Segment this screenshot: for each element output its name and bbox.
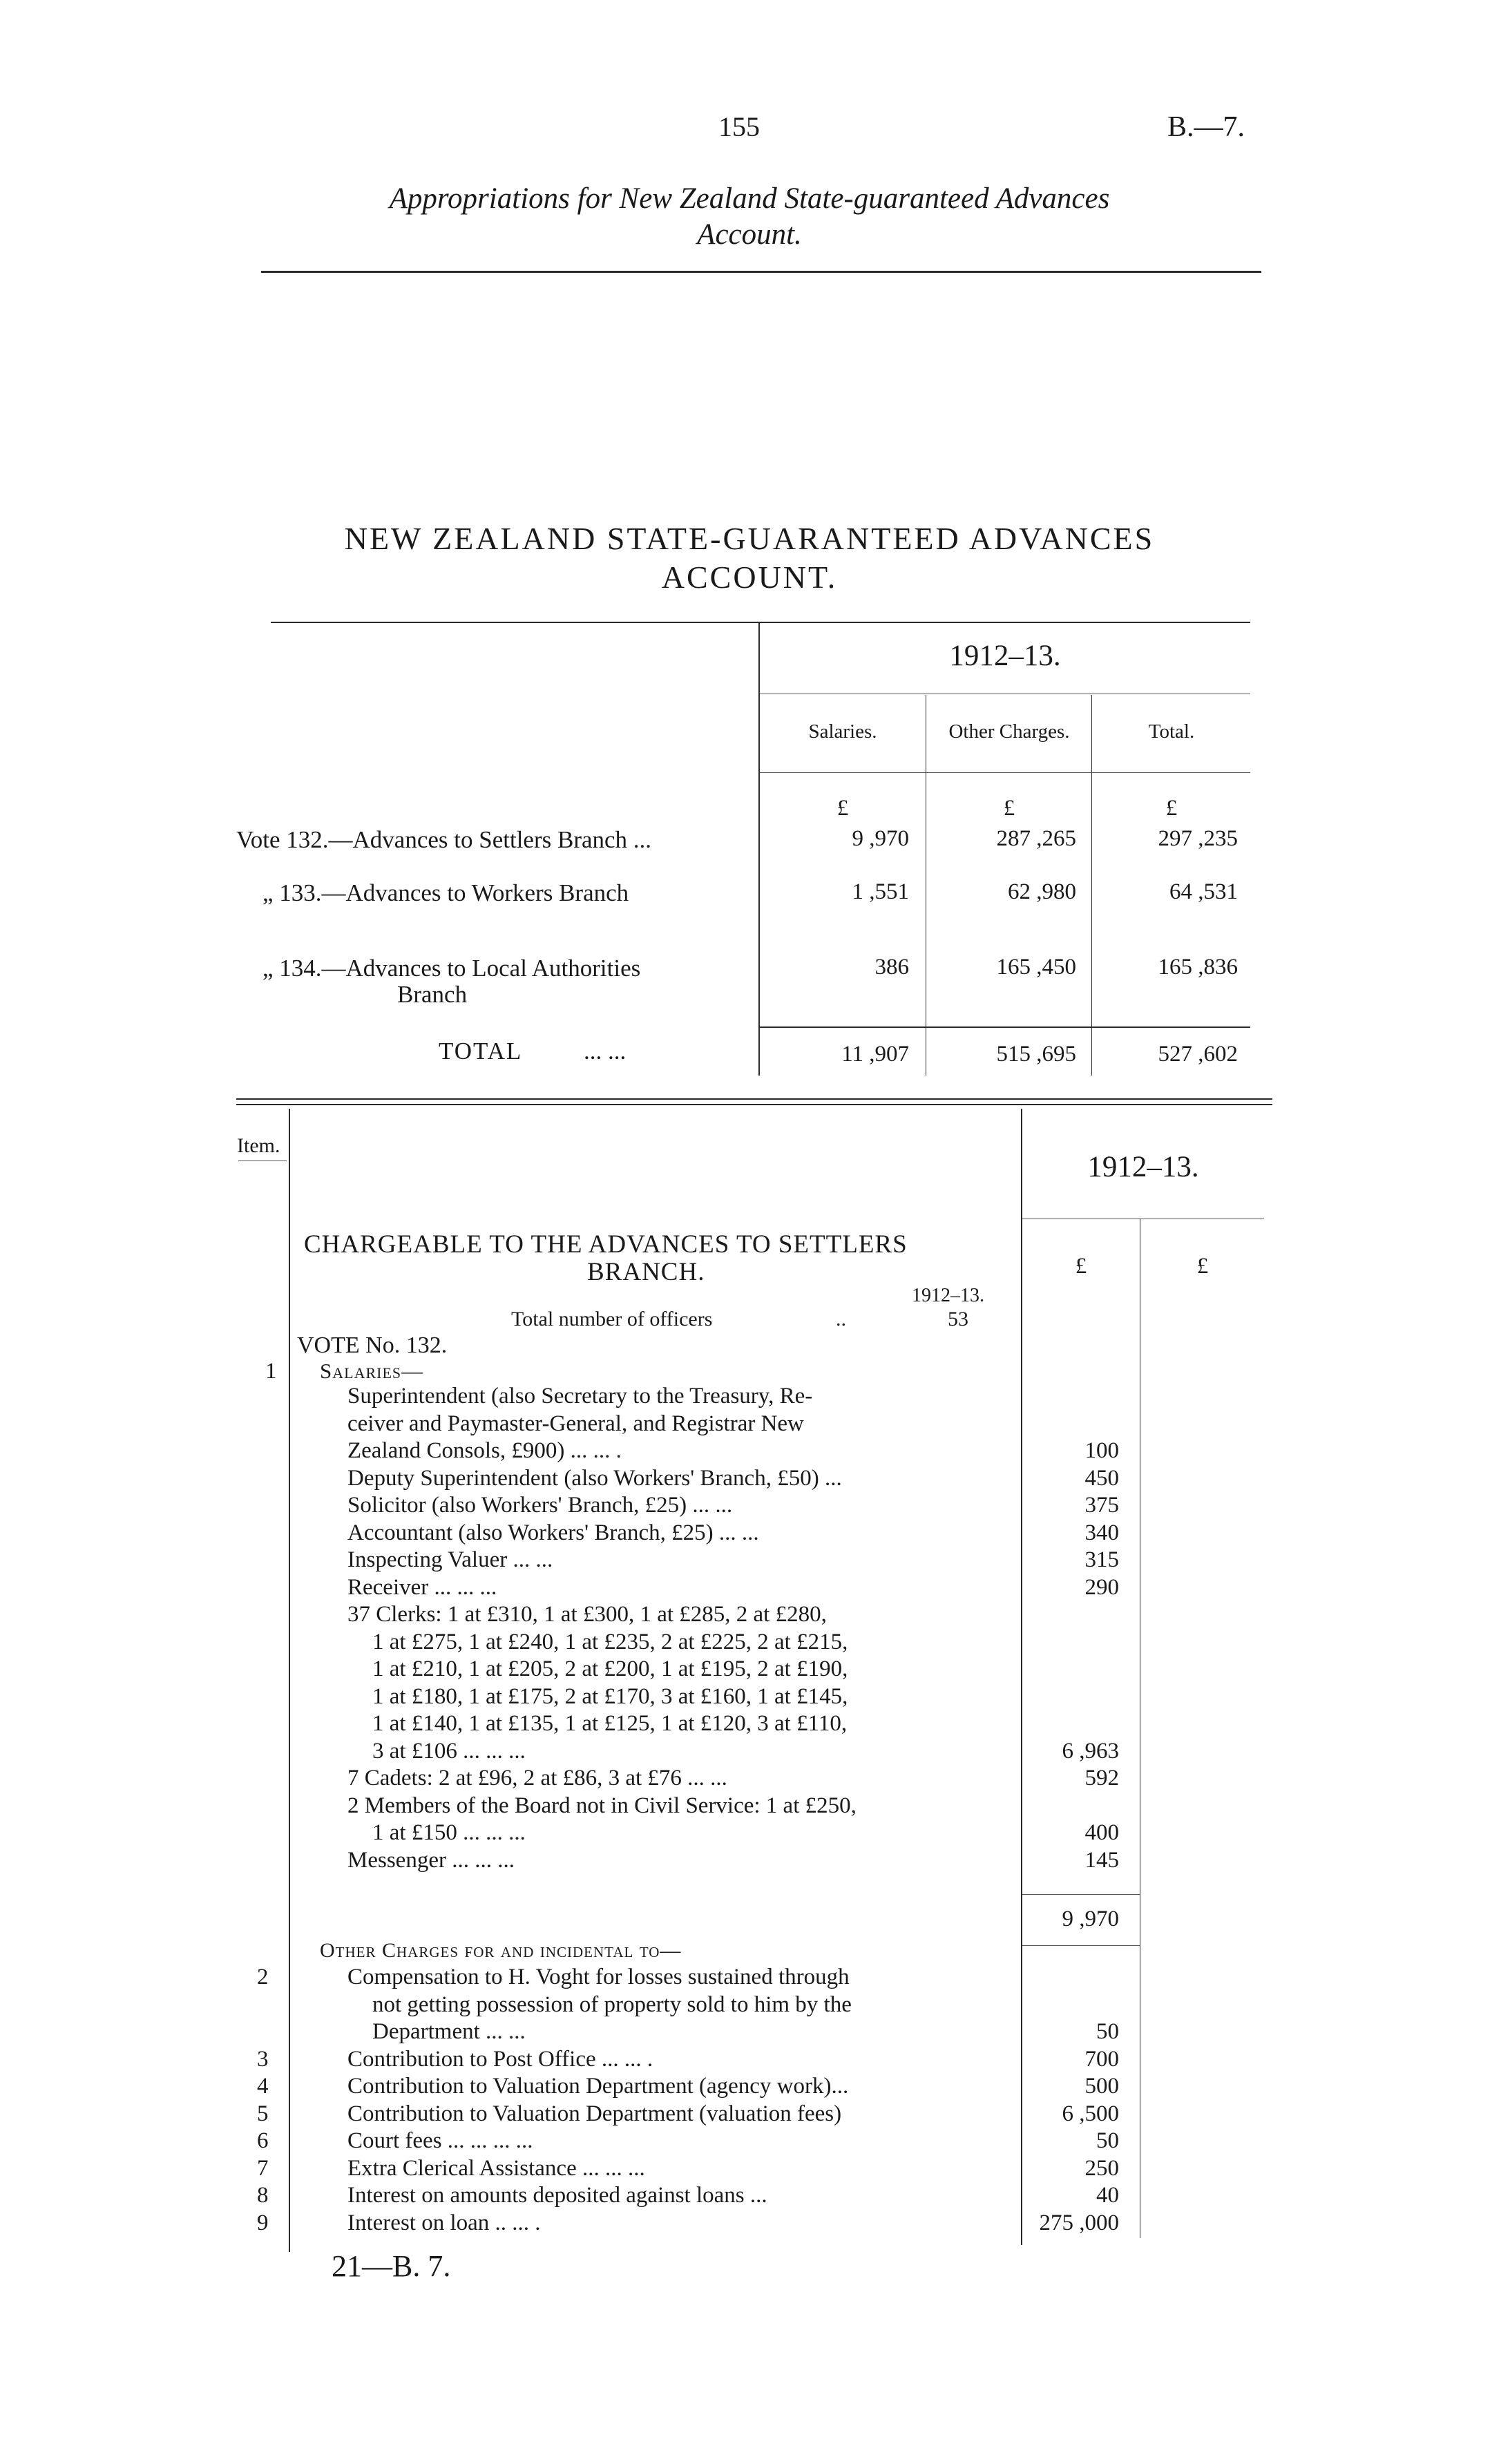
other-charge-line: Contribution to Valuation Department (valuation fees) <box>347 2101 842 2126</box>
summary-title-line1: NEW ZEALAND STATE-GUARANTEED ADVANCES <box>344 521 1155 556</box>
salary-line: 1 at £275, 1 at £240, 1 at £235, 2 at £225, 2 at £215, <box>372 1629 848 1654</box>
summary-row-salaries: 1 ,551 <box>852 879 909 904</box>
item-number: 6 <box>257 2128 269 2153</box>
officers-label: Total number of officers <box>511 1308 713 1330</box>
salary-line: Superintendent (also Secretary to the Treasury, Re- <box>347 1384 813 1408</box>
other-charge-line: Compensation to H. Voght for losses sustained through <box>347 1965 850 1989</box>
salary-line: Accountant (also Workers' Branch, £25) ... ... <box>347 1520 759 1545</box>
salary-line: Solicitor (also Workers' Branch, £25) ... ... <box>347 1493 733 1518</box>
other-charge-line: Contribution to Valuation Department (agency work)... <box>347 2074 849 2099</box>
summary-row-label: „ 134.—Advances to Local Authorities <box>262 955 641 982</box>
salary-amount: 375 <box>1084 1493 1119 1518</box>
salary-amount: 400 <box>1084 1820 1119 1845</box>
item-number: 2 <box>257 1965 269 1989</box>
currency-total: £ <box>1165 796 1178 821</box>
salaries-subtotal: 9 ,970 <box>1062 1907 1119 1931</box>
other-charge-line: Contribution to Post Office ... ... . <box>347 2046 653 2072</box>
other-charge-amount: 700 <box>1084 2046 1119 2072</box>
summary-row-label: Vote 132.—Advances to Settlers Branch ... <box>236 826 652 853</box>
salary-amount: 6 ,963 <box>1062 1738 1119 1764</box>
salary-amount: 315 <box>1084 1547 1119 1572</box>
other-charge-line: not getting possession of property sold to him by the <box>372 1992 852 2017</box>
chargeable-heading-line2: BRANCH. <box>587 1258 705 1286</box>
salary-line: ceiver and Paymaster-General, and Registrar New <box>347 1411 804 1436</box>
salary-amount: 450 <box>1084 1465 1119 1491</box>
salary-line: 1 at £180, 1 at £175, 2 at £170, 3 at £160, 1 at £145, <box>372 1683 848 1709</box>
salary-amount: 145 <box>1084 1847 1119 1873</box>
summary-year: 1912–13. <box>949 640 1061 672</box>
salary-amount: 340 <box>1084 1520 1119 1545</box>
detail-currency-right: £ <box>1196 1254 1209 1279</box>
summary-row-label-cont: Branch <box>397 981 468 1008</box>
salary-line: Zealand Consols, £900) ... ... . <box>347 1438 622 1463</box>
running-title-line1: Appropriations for New Zealand State-guaranteed Advances <box>389 182 1110 215</box>
summary-header-rule <box>760 772 1250 773</box>
salary-amount: 592 <box>1084 1766 1119 1790</box>
salary-amount: 100 <box>1084 1438 1119 1463</box>
salary-line: 1 at £210, 1 at £205, 2 at £200, 1 at £195, 2 at £190, <box>372 1656 848 1681</box>
officers-year: 1912–13. <box>912 1285 984 1306</box>
salary-line: Inspecting Valuer ... ... <box>347 1547 553 1572</box>
running-title <box>262 181 1236 253</box>
item-column-divider <box>289 1109 290 2252</box>
summary-title-line2: ACCOUNT. <box>661 560 838 595</box>
currency-salaries: £ <box>836 796 849 821</box>
salary-line: 1 at £150 ... ... ... <box>372 1820 526 1845</box>
chargeable-heading-line1: CHARGEABLE TO THE ADVANCES TO SETTLERS <box>304 1230 908 1259</box>
col-header-salaries: Salaries. <box>808 720 877 743</box>
other-charge-amount: 40 <box>1096 2183 1119 2208</box>
other-charge-amount: 6 ,500 <box>1062 2101 1119 2126</box>
item-number: 4 <box>257 2074 269 2099</box>
currency-other: £ <box>1003 796 1015 821</box>
document-reference: B.—7. <box>1167 111 1245 143</box>
salaries-heading: Salaries— <box>320 1359 424 1383</box>
item-number: 3 <box>257 2046 269 2072</box>
item-number: 5 <box>257 2101 269 2126</box>
summary-row-label: „ 133.—Advances to Workers Branch <box>262 879 629 906</box>
other-charge-line: Department ... ... <box>372 2019 526 2044</box>
summary-total-rule <box>760 1026 1250 1028</box>
summary-col-divider-2 <box>1091 695 1092 1076</box>
officers-dots: .. <box>836 1308 846 1330</box>
salary-amount: 290 <box>1084 1574 1119 1600</box>
other-charge-amount: 50 <box>1096 2128 1119 2153</box>
salary-line: Deputy Superintendent (also Workers' Branch, £50) ... <box>347 1465 842 1491</box>
other-charge-amount: 250 <box>1084 2155 1119 2181</box>
vote-number: VOTE No. 132. <box>297 1333 448 1358</box>
header-rule <box>261 271 1261 273</box>
other-charge-amount: 50 <box>1096 2019 1119 2044</box>
running-title-line2: Account. <box>697 218 802 251</box>
salaries-subtotal-rule <box>1022 1894 1140 1895</box>
other-charge-line: Interest on loan .. ... . <box>347 2210 541 2235</box>
other-charge-amount: 500 <box>1084 2074 1119 2099</box>
summary-row-other: 165 ,450 <box>996 955 1076 980</box>
summary-row-other: 62 ,980 <box>1008 879 1076 904</box>
item-number: 8 <box>257 2183 269 2208</box>
other-charge-line: Court fees ... ... ... ... <box>347 2128 533 2153</box>
page-number: 155 <box>718 111 760 142</box>
summary-total-other: 515 ,695 <box>996 1042 1076 1067</box>
summary-top-rule <box>271 622 1250 623</box>
summary-row-salaries: 386 <box>874 955 909 980</box>
other-charges-heading: Other Charges for and incidental to— <box>320 1939 682 1962</box>
salary-line: 3 at £106 ... ... ... <box>372 1738 526 1764</box>
footer-signature: 21—B. 7. <box>332 2249 451 2283</box>
summary-total-salaries: 11 ,907 <box>841 1042 909 1067</box>
salary-line: 1 at £140, 1 at £135, 1 at £125, 1 at £120, 3 at £110, <box>372 1711 848 1736</box>
summary-row-salaries: 9 ,970 <box>852 826 909 851</box>
summary-row-total: 64 ,531 <box>1169 879 1238 904</box>
salary-line: Messenger ... ... ... <box>347 1847 515 1873</box>
summary-total-dots: ... ... <box>584 1038 627 1064</box>
summary-row-total: 297 ,235 <box>1158 826 1238 851</box>
item-number: 1 <box>265 1359 277 1384</box>
salary-line: 7 Cadets: 2 at £96, 2 at £86, 3 at £76 ... ... <box>347 1766 727 1790</box>
summary-total-label: TOTAL <box>439 1038 523 1064</box>
other-charge-line: Extra Clerical Assistance ... ... ... <box>347 2155 645 2181</box>
col-header-total: Total. <box>1148 720 1195 743</box>
detail-currency-left: £ <box>1075 1254 1087 1279</box>
detail-year: 1912–13. <box>1087 1151 1199 1183</box>
chargeable-heading <box>304 1231 1015 1286</box>
col-header-other-charges: Other Charges. <box>948 720 1070 743</box>
item-number: 7 <box>257 2155 269 2181</box>
summary-bottom-rule <box>236 1098 1272 1100</box>
summary-row-total: 165 ,836 <box>1158 955 1238 980</box>
salary-line: 2 Members of the Board not in Civil Service: 1 at £250, <box>347 1793 857 1818</box>
item-column-header: Item. <box>237 1134 280 1157</box>
salary-line: Receiver ... ... ... <box>347 1574 497 1600</box>
salaries-subtotal-rule-bottom <box>1022 1945 1140 1946</box>
summary-title <box>262 519 1236 597</box>
salary-line: 37 Clerks: 1 at £310, 1 at £300, 1 at £285, 2 at £280, <box>347 1602 827 1627</box>
summary-total-total: 527 ,602 <box>1158 1042 1238 1067</box>
other-charge-line: Interest on amounts deposited against loans ... <box>347 2183 767 2208</box>
summary-bottom-rule-2 <box>236 1104 1272 1105</box>
item-number: 9 <box>257 2210 269 2235</box>
summary-row-other: 287 ,265 <box>996 826 1076 851</box>
other-charge-amount: 275 ,000 <box>1039 2210 1119 2235</box>
officers-count: 53 <box>948 1308 968 1330</box>
